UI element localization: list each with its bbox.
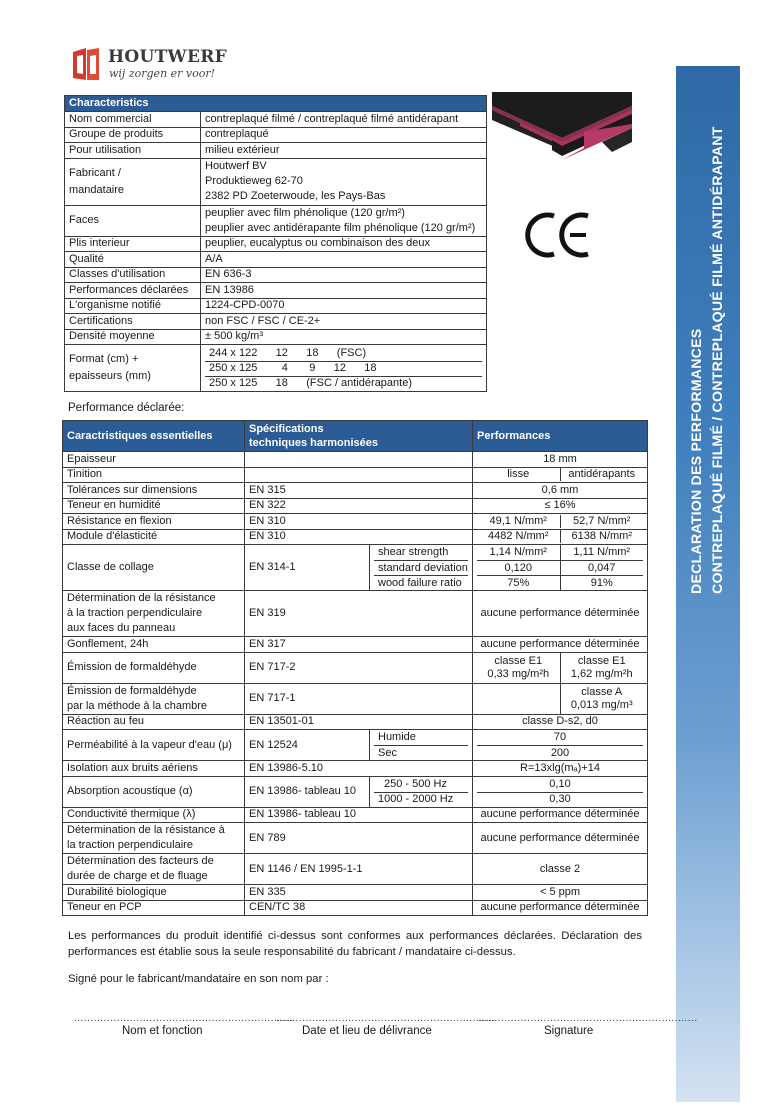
company-logo [68, 46, 248, 86]
row-spec: EN 717-2 [245, 652, 473, 683]
perf-value: 1,14 N/mm² [477, 545, 561, 560]
row-label [63, 591, 245, 637]
header-characteristics: Caractristiques essentielles [63, 421, 245, 452]
table-row [65, 252, 487, 268]
table-row [63, 637, 648, 653]
row-label: Nom commercial [65, 112, 201, 128]
table-row [65, 127, 487, 143]
perf-cell-empty [477, 684, 561, 714]
table-header [63, 421, 648, 452]
label-line: Détermination des facteurs de [67, 855, 214, 867]
subspec-name: 250 - 500 Hz [384, 777, 447, 790]
row-spec: EN 13986- tableau 10 [245, 776, 370, 807]
row-value: EN 13986 [201, 283, 487, 299]
row-label [63, 854, 245, 885]
table-row [63, 683, 648, 714]
row-spec: EN 13986- tableau 10 [245, 807, 473, 823]
perf-value: 6138 N/mm² [571, 530, 633, 543]
subspec-name: 1000 - 2000 Hz [374, 792, 468, 807]
row-value [201, 205, 487, 236]
ce-mark-icon [524, 208, 592, 262]
row-perf: aucune performance déterminée [473, 823, 648, 854]
row-perf: aucune performance déterminée [473, 900, 648, 916]
row-value: peuplier, eucalyptus ou combinaison des deux [201, 236, 487, 252]
table-row [63, 730, 648, 761]
value-line: 244 x 122 12 18 (FSC) [209, 346, 367, 359]
row-spec: EN 319 [245, 591, 473, 637]
table-row [63, 452, 648, 468]
table-row [65, 236, 487, 252]
perf-value: 70 [553, 731, 567, 743]
perf-value: classe E1 [577, 654, 626, 667]
perf-value: 200 [477, 745, 643, 760]
perf-value: 0,047 [587, 561, 616, 574]
subspec-name: standard deviation [374, 560, 468, 575]
value-line: Produktieweg 62-70 [205, 175, 303, 187]
row-label [63, 823, 245, 854]
row-perf [473, 730, 648, 761]
date-place-label: Date et lieu de délivrance [302, 1025, 432, 1037]
row-spec: EN 314-1 [245, 545, 370, 591]
row-value: non FSC / FSC / CE-2+ [201, 314, 487, 330]
table-header [65, 96, 487, 112]
row-value: 1224-CPD-0070 [201, 298, 487, 314]
row-spec: EN 322 [245, 498, 473, 514]
row-value: contreplaqué [201, 127, 487, 143]
row-spec: CEN/TC 38 [245, 900, 473, 916]
row-label [65, 345, 201, 392]
header-performances: Performances [473, 421, 648, 452]
table-row [63, 652, 648, 683]
row-value [201, 345, 487, 392]
row-subspec [370, 545, 473, 591]
table-row [63, 591, 648, 637]
row-perf: aucune performance déterminée [473, 591, 648, 637]
row-label: Absorption acoustique (α) [63, 776, 245, 807]
row-spec [245, 452, 473, 468]
row-label: Résistance en flexion [63, 514, 245, 530]
row-label: Réaction au feu [63, 714, 245, 730]
perf-value: 52,7 N/mm² [573, 514, 631, 527]
characteristics-header: Characteristics [65, 96, 487, 112]
table-row [65, 314, 487, 330]
table-row [63, 545, 648, 591]
perf-value: 0,10 [549, 777, 571, 790]
sidebar-title: DECLARATION DES PERFORMANCES [689, 328, 705, 594]
perf-value: 1,62 mg/m²h [570, 667, 633, 680]
row-perf: aucune performance déterminée [473, 807, 648, 823]
label-line: Émission de formaldéhyde [67, 684, 197, 697]
perf-value: 91% [590, 576, 613, 589]
conformity-statement: Les performances du produit identifié ci-dessus sont conformes aux performances déclarées. Déclaration des performances est établie sous la seule responsabilité du fabricant / mandataire ci-dessus. [68, 930, 642, 958]
row-label: Module d'élasticité [63, 529, 245, 545]
row-label: Perméabilité à la vapeur d'eau (μ) [63, 730, 245, 761]
perf-value: 4482 N/mm² [477, 530, 561, 543]
table-row [65, 345, 487, 392]
subspec-name: Humide [378, 731, 416, 743]
row-label: Teneur en humidité [63, 498, 245, 514]
brand-name: HOUTWERF [108, 47, 227, 67]
row-perf: classe D-s2, d0 [473, 714, 648, 730]
label-line: Format (cm) + [69, 353, 139, 365]
sidebar-subtitle: CONTREPLAQUÉ FILMÉ / CONTREPLAQUÉ FILMÉ ANTIDÉRAPANT [710, 126, 726, 594]
subspec-name: Sec [374, 745, 468, 760]
brand-tagline: wij zorgen er voor! [109, 67, 216, 80]
row-label: Classes d'utilisation [65, 267, 201, 283]
plywood-sample-image [492, 92, 632, 160]
table-row [65, 205, 487, 236]
perf-value: classe A [581, 685, 623, 698]
subspec-name: wood failure ratio [374, 575, 468, 590]
perf-value: 1,11 N/mm² [573, 546, 631, 558]
row-spec: EN 789 [245, 823, 473, 854]
row-label: Certifications [65, 314, 201, 330]
table-row [65, 112, 487, 128]
perf-cell [561, 653, 644, 683]
row-label: Teneur en PCP [63, 900, 245, 916]
value-line: peuplier avec film phénolique (120 gr/m²) [205, 206, 405, 219]
row-perf: aucune performance déterminée [473, 637, 648, 653]
row-label: Performances déclarées [65, 283, 201, 299]
performance-table [62, 420, 648, 916]
row-spec: EN 310 [245, 529, 473, 545]
row-label: Plis interieur [65, 236, 201, 252]
subspec-name: shear strength [378, 546, 449, 558]
perf-value: 0,013 mg/m³ [570, 698, 633, 711]
perf-value: 0,30 [477, 792, 643, 807]
table-row [63, 714, 648, 730]
perf-value: antidérapants [568, 468, 636, 481]
performance-label: Performance déclarée: [68, 402, 185, 414]
label-line: Détermination de la résistance [67, 592, 216, 604]
table-row [63, 514, 648, 530]
label-line: durée de charge et de fluage [67, 870, 208, 882]
table-row [65, 298, 487, 314]
perf-value: 75% [477, 576, 561, 590]
table-row [63, 761, 648, 777]
houtwerf-logo-icon [71, 48, 101, 80]
table-row [65, 158, 487, 205]
perf-value: lisse [477, 468, 561, 481]
value-line: Houtwerf BV [205, 160, 267, 172]
row-label: L'organisme notifié [65, 298, 201, 314]
header-line: Spécifications [249, 423, 324, 435]
table-row [63, 529, 648, 545]
row-value: contreplaqué filmé / contreplaqué filmé antidérapant [201, 112, 487, 128]
row-perf: R=13xlg(mₐ)+14 [473, 761, 648, 777]
row-perf: ≤ 16% [473, 498, 648, 514]
row-spec: EN 717-1 [245, 683, 473, 714]
row-spec [245, 467, 473, 483]
row-label: Pour utilisation [65, 143, 201, 159]
signed-by-text: Signé pour le fabricant/mandataire en son nom par : [68, 973, 329, 985]
row-spec: EN 13501-01 [245, 714, 473, 730]
row-spec: EN 1146 / EN 1995-1-1 [245, 854, 473, 885]
row-value [201, 158, 487, 205]
header-line: techniques harmonisées [249, 437, 378, 449]
row-perf [473, 514, 648, 530]
value-line: peuplier avec antidérapante film phénolique (120 gr/m²) [205, 221, 476, 234]
signature-label: Signature [544, 1025, 594, 1037]
row-perf [473, 652, 648, 683]
row-label: Conductivité thermique (λ) [63, 807, 245, 823]
row-perf [473, 529, 648, 545]
table-row [63, 900, 648, 916]
name-signature-line: ................................................................... [74, 1013, 294, 1024]
row-label: Émission de formaldéhyde [63, 652, 245, 683]
row-perf [473, 683, 648, 714]
row-value: milieu extérieur [201, 143, 487, 159]
perf-value: 0,120 [477, 561, 561, 575]
characteristics-table [64, 95, 487, 392]
label-line: mandataire [69, 183, 125, 196]
row-label: Gonflement, 24h [63, 637, 245, 653]
table-row [63, 823, 648, 854]
label-line: la traction perpendiculaire [67, 839, 193, 851]
row-spec: EN 335 [245, 885, 473, 901]
table-row [65, 329, 487, 345]
row-perf [473, 545, 648, 591]
row-label: Groupe de produits [65, 127, 201, 143]
row-subspec [370, 730, 473, 761]
row-value: ± 500 kg/m³ [201, 329, 487, 345]
table-row [65, 267, 487, 283]
table-row [63, 483, 648, 499]
row-subspec [370, 776, 473, 807]
table-row [65, 283, 487, 299]
row-perf: < 5 ppm [473, 885, 648, 901]
row-label: Densité moyenne [65, 329, 201, 345]
row-label [65, 158, 201, 205]
row-label: Isolation aux bruits aériens [63, 761, 245, 777]
label-line: par la méthode à la chambre [67, 699, 208, 712]
table-row [65, 143, 487, 159]
value-line: 250 x 125 18 (FSC / antidérapante) [205, 376, 482, 391]
row-value: EN 636-3 [201, 267, 487, 283]
perf-value: classe E1 [494, 654, 543, 667]
row-label: Epaisseur [63, 452, 245, 468]
table-row [63, 885, 648, 901]
table-row [63, 498, 648, 514]
row-spec: EN 315 [245, 483, 473, 499]
perf-value: 49,1 N/mm² [477, 515, 561, 528]
value-line: 250 x 125 4 9 12 18 [205, 361, 482, 376]
date-signature-line: ................................................................... [276, 1013, 496, 1024]
label-line: aux faces du panneau [67, 622, 176, 634]
label-line: Détermination de la résistance à [67, 824, 225, 836]
row-label: Classe de collage [63, 545, 245, 591]
header-specifications [245, 421, 473, 452]
sidebar-banner [676, 66, 740, 1102]
row-value: A/A [201, 252, 487, 268]
table-row [63, 776, 648, 807]
perf-cell [561, 684, 644, 714]
value-line: 2382 PD Zoeterwoude, les Pays-Bas [205, 190, 386, 202]
row-label: Qualité [65, 252, 201, 268]
row-perf: 0,6 mm [473, 483, 648, 499]
row-label: Tinition [63, 467, 245, 483]
row-perf [473, 776, 648, 807]
row-label: Faces [65, 205, 201, 236]
label-line: à la traction perpendiculaire [67, 607, 203, 619]
row-spec: EN 13986-5.10 [245, 761, 473, 777]
table-row [63, 807, 648, 823]
signature-line: ................................................................... [478, 1013, 698, 1024]
table-row [63, 467, 648, 483]
row-spec: EN 310 [245, 514, 473, 530]
perf-cell [477, 653, 561, 683]
perf-value: 0,33 mg/m²h [487, 667, 550, 680]
row-spec: EN 317 [245, 637, 473, 653]
row-perf: 18 mm [473, 452, 648, 468]
row-perf [473, 467, 648, 483]
row-perf: classe 2 [473, 854, 648, 885]
row-spec: EN 12524 [245, 730, 370, 761]
row-label: Durabilité biologique [63, 885, 245, 901]
row-label [63, 683, 245, 714]
label-line: Fabricant / [69, 166, 121, 179]
label-line: epaisseurs (mm) [69, 370, 151, 382]
table-row [63, 854, 648, 885]
name-function-label: Nom et fonction [122, 1025, 203, 1037]
row-label: Tolérances sur dimensions [63, 483, 245, 499]
